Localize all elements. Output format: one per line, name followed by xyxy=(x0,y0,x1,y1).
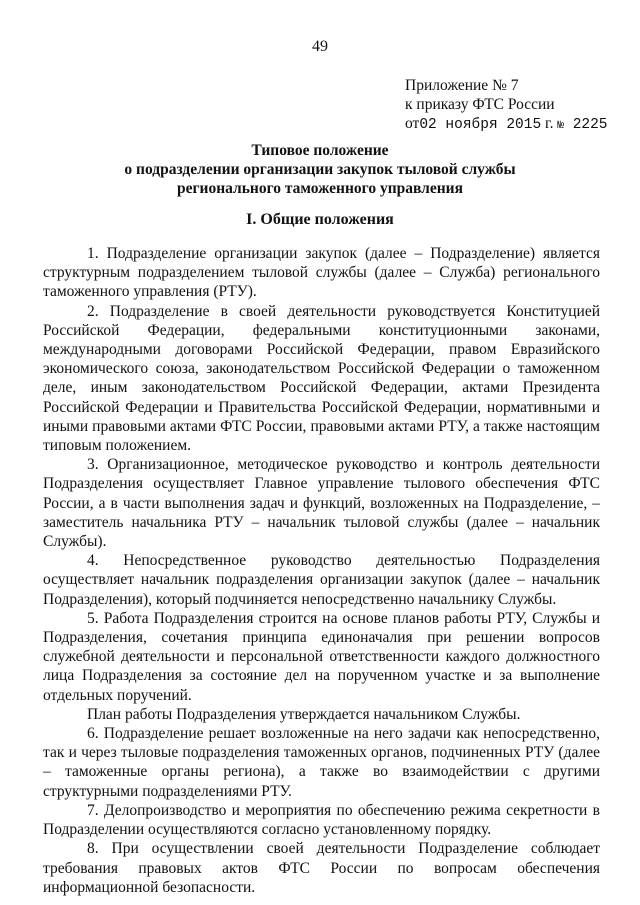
paragraph-4: 4. Непосредственное руководство деятельностью Подразделения осуществляет начальник подразделения организации закупок (далее – начальник Подразделения), который подчиняется непосредственно начальнику Службы. xyxy=(43,552,600,608)
document-title xyxy=(0,141,640,198)
paragraph-6: 6. Подразделение решает возложенные на него задачи как непосредственно, так и через тыловые подразделения таможенных органов, подчиненных РТУ (далее – таможенные органы региона), а также во взаимодействии с другими структурными подразделениями РТУ. xyxy=(43,725,600,800)
paragraph-7: 7. Делопроизводство и мероприятия по обеспечению режима секретности в Подразделении осуществляются согласно установленному порядку. xyxy=(43,801,600,839)
document-body xyxy=(43,244,600,897)
appendix-order-reference: к приказу ФТС России xyxy=(405,96,555,113)
paragraph-2: 2. Подразделение в своей деятельности руководствуется Конституцией Российской Федерации, федеральными конституционными законами, международными договорами Российской Федерации, правом Евразийского экономического союза, законодательством Российской Федерации о таможенном деле, иным законодательством Российской Федерации, актами Президента Российской Федерации и Правительства Российской Федерации, нормативными и иными правовыми актами ФТС России, правовыми актами РТУ, а также настоящим типовым положением. xyxy=(43,302,600,455)
paragraph-5: 5. Работа Подразделения строится на основе планов работы РТУ, Службы и Подразделения, сочетания принципа единоначалия при решении вопросов служебной деятельности и персональной ответственности каждого должностного лица Подразделения за состояние дел на порученном участке и за выполнение отдельных поручений. xyxy=(43,609,600,704)
year-suffix: г. xyxy=(541,115,558,132)
appendix-header xyxy=(405,76,630,136)
title-line-3: регионального таможенного управления xyxy=(176,180,463,197)
title-line-1: Типовое положение xyxy=(251,142,389,159)
date-prefix: от xyxy=(405,115,420,132)
appendix-label: Приложение № 7 xyxy=(405,77,519,94)
order-number: 2225 xyxy=(564,117,608,133)
number-sign: № xyxy=(557,120,564,132)
paragraph-1: 1. Подразделение организации закупок (далее – Подразделение) является структурным подразделением тыловой службы (далее – Служба) регионального таможенного управления (РТУ). xyxy=(43,245,600,301)
paragraph-8: 8. При осуществлении своей деятельности Подразделение соблюдает требования правовых актов ФТС России по вопросам обеспечения информационной безопасности. xyxy=(43,840,600,896)
page-number: 49 xyxy=(312,38,328,55)
paragraph-3: 3. Организационное, методическое руководство и контроль деятельности Подразделения осуществляет Главное управление тылового обеспечения ФТС России, а в части выполнения задач и функций, возложенных на Подразделение, – заместитель начальника РТУ – начальник тыловой службы (далее – начальник Службы). xyxy=(43,456,600,551)
title-line-2: о подразделении организации закупок тыловой службы xyxy=(124,161,516,178)
appendix-date-line xyxy=(405,114,630,136)
paragraph-5-plan: План работы Подразделения утверждается начальником Службы. xyxy=(87,705,521,723)
order-date: 02 ноября 2015 xyxy=(419,117,542,133)
section-heading: I. Общие положения xyxy=(246,211,394,228)
